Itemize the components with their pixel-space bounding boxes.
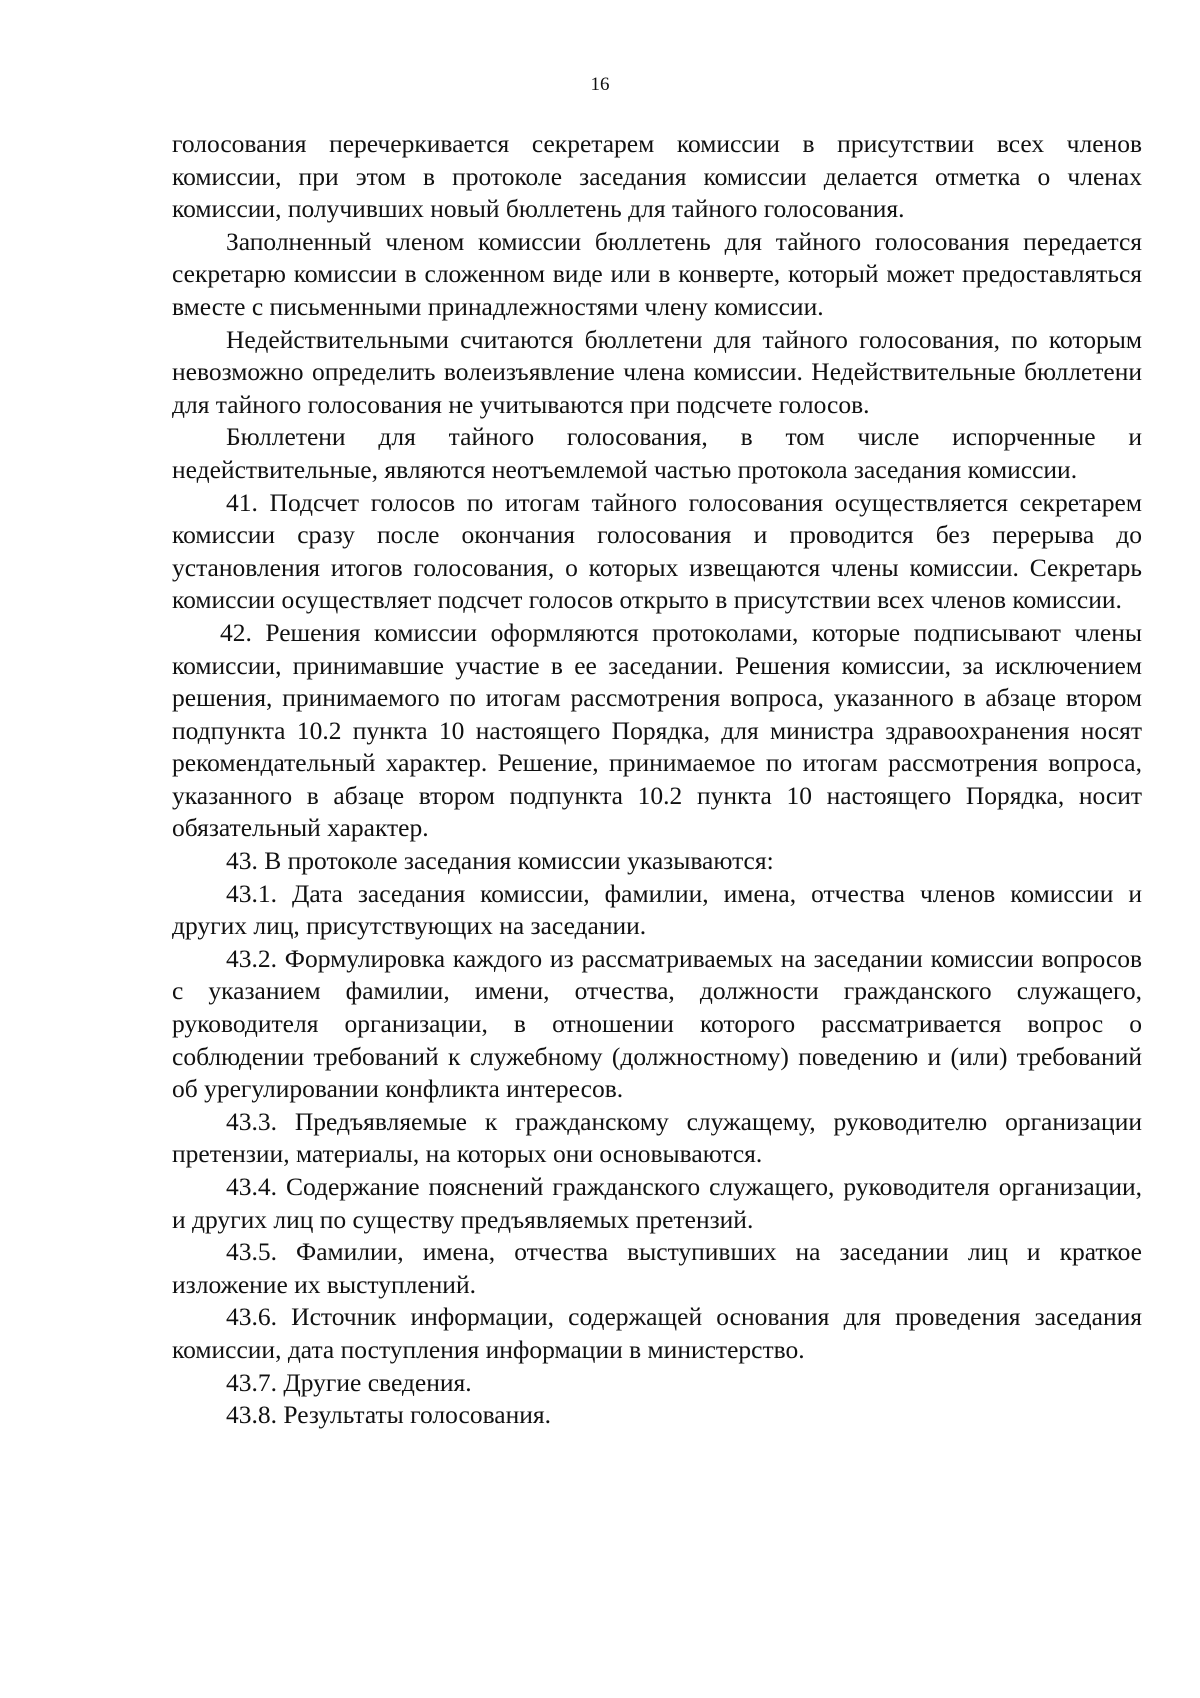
paragraph-item-43-7: 43.7. Другие сведения. [226, 1367, 472, 1397]
document-body [172, 128, 1142, 1432]
paragraph-item-43-5: 43.5. Фамилии, имена, отчества выступивших на заседании лиц и краткое изложение их выступлений. [172, 1237, 1142, 1299]
paragraph-item-43-8: 43.8. Результаты голосования. [226, 1400, 552, 1430]
paragraph-item-43-3: 43.3. Предъявляемые к гражданскому служащему, руководителю организации претензии, материалы, на которых они основываются. [172, 1106, 1142, 1169]
paragraph-item-43-6: 43.6. Источник информации, содержащей основания для проведения заседания комиссии, дата поступления информации в министерство. [172, 1302, 1142, 1364]
paragraph-invalid-ballots: Недействительными считаются бюллетени для тайного голосования, по которым невозможно определить волеизъявление члена комиссии. Недействительные бюллетени для тайного голосования не учитываются при подсчете голосов. [172, 324, 1142, 419]
paragraph-continuation: голосования перечеркивается секретарем комиссии в присутствии всех членов комиссии, при этом в протоколе заседания комиссии делается отметка о членах комиссии, получивших новый бюллетень для тайного голосования. [172, 129, 1142, 224]
paragraph-item-41: 41. Подсчет голосов по итогам тайного голосования осуществляется секретарем комиссии сразу после окончания голосования и проводится без перерыва до установления итогов голосования, о которых извещаются члены комиссии. Секретарь комиссии осуществляет подсчет голосов открыто в присутствии всех членов комиссии. [172, 487, 1142, 615]
paragraph-item-43-2: 43.2. Формулировка каждого из рассматриваемых на заседании комиссии вопросов с указанием фамилии, имени, отчества, должности гражданского служащего, руководителя организации, в отношении которого рассматривается вопрос о соблюдении требований к служебному (должностному) поведению и (или) требований об урегулировании конфликта интересов. [172, 943, 1142, 1104]
paragraph-ballots-part-of-protocol: Бюллетени для тайного голосования, в том числе испорченные и недействительные, являются неотъемлемой частью протокола заседания комиссии. [172, 422, 1142, 484]
paragraph-item-43-1: 43.1. Дата заседания комиссии, фамилии, имена, отчества членов комиссии и других лиц, присутствующих на заседании. [172, 878, 1142, 941]
paragraph-item-42: 42. Решения комиссии оформляются протоколами, которые подписывают члены комиссии, принимавшие участие в ее заседании. Решения комиссии, за исключением решения, принимаемого по итогам рассмотрения вопроса, указанного в абзаце втором подпункта 10.2 пункта 10 настоящего Порядка, для министра здравоохранения носят рекомендательный характер. Решение, принимаемое по итогам рассмотрения вопроса, указанного в абзаце втором подпункта 10.2 пункта 10 настоящего Порядка, носит обязательный характер. [172, 617, 1142, 843]
paragraph-filled-ballot: Заполненный членом комиссии бюллетень для тайного голосования передается секретарю комиссии в сложенном виде или в конверте, который может предоставляться вместе с письменными принадлежностями члену комиссии. [172, 226, 1142, 321]
page-number: 16 [590, 74, 610, 95]
paragraph-item-43-4: 43.4. Содержание пояснений гражданского служащего, руководителя организации, и других лиц по существу предъявляемых претензий. [172, 1172, 1142, 1234]
paragraph-item-43: 43. В протоколе заседания комиссии указываются: [226, 846, 774, 876]
